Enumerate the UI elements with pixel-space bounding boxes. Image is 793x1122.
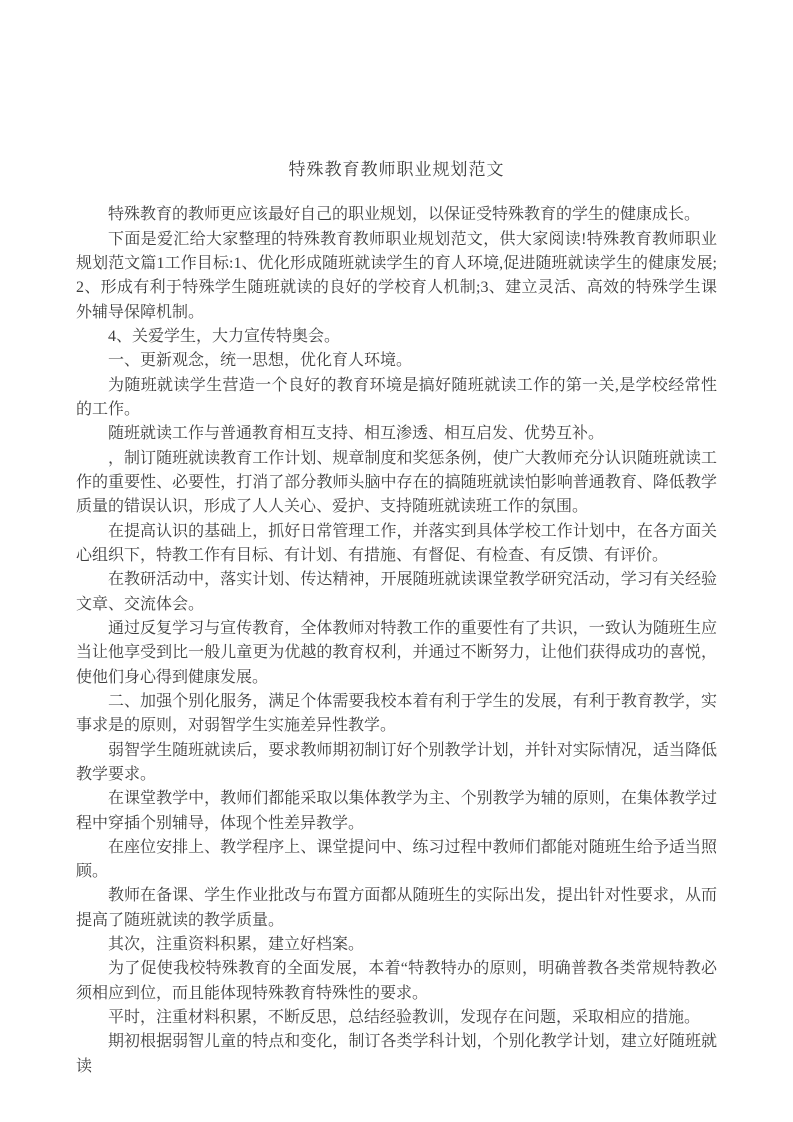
paragraph: 教师在备课、学生作业批改与布置方面都从随班生的实际出发，提出针对性要求，从而提高了随班就读的教学质量。	[76, 887, 717, 929]
paragraph: 为随班就读学生营造一个良好的教育环境是搞好随班就读工作的第一关,是学校经常性的工作。	[76, 376, 717, 418]
paragraph: 为了促使我校特殊教育的全面发展，本着“特教特办的原则，明确普教各类常规特教必须相应到位，而且能体现特殊教育特殊性的要求。	[76, 960, 717, 1002]
paragraph: 在课堂教学中，教师们都能采取以集体教学为主、个别教学为辅的原则，在集体教学过程中穿插个别辅导，体现个性差异教学。	[76, 790, 717, 832]
paragraph: 平时，注重材料积累，不断反思，总结经验教训，发现存在问题，采取相应的措施。	[108, 1009, 701, 1027]
paragraph: 通过反复学习与宣传教育，全体教师对特教工作的重要性有了共识，一致认为随班生应当让他享受到比一般儿童更为优越的教育权利，并通过不断努力，让他们获得成功的喜悦，使他们身心得到健康发展。	[76, 619, 717, 686]
document-title: 特殊教育教师职业规划范文	[288, 160, 505, 179]
paragraph: 随班就读工作与普通教育相互支持、相互渗透、相互启发、优势互补。	[108, 425, 605, 443]
paragraph: 期初根据弱智儿童的特点和变化，制订各类学科计划，个别化教学计划，建立好随班就读	[76, 1033, 717, 1075]
document-body	[76, 203, 717, 1079]
paragraph: 4、关爱学生，大力宣传特奥会。	[108, 327, 341, 345]
paragraph: 下面是爱汇给大家整理的特殊教育教师职业规划范文，供大家阅读!特殊教育教师职业规划范文篇1工作目标:1、优化形成随班就读学生的育人环境,促进随班就读学生的健康发展;2、形成有利于特殊学生随班就读的良好的学校育人机制;3、建立灵活、高效的特殊学生课外辅导保障机制。	[76, 230, 717, 321]
paragraph: 特殊教育的教师更应该最好自己的职业规划，以保证受特殊教育的学生的健康成长。	[108, 206, 701, 224]
paragraph: 在座位安排上、教学程序上、课堂提问中、练习过程中教师们都能对随班生给予适当照顾。	[76, 838, 717, 881]
paragraph: 弱智学生随班就读后，要求教师期初制订好个别教学计划，并针对实际情况，适当降低教学要求。	[76, 741, 717, 783]
paragraph: 在教研活动中，落实计划、传达精神，开展随班就读课堂教学研究活动，学习有关经验文章、交流体会。	[76, 571, 717, 613]
paragraph: 在提高认识的基础上，抓好日常管理工作，并落实到具体学校工作计划中，在各方面关心组织下，特教工作有目标、有计划、有措施、有督促、有检查、有反馈、有评价。	[76, 522, 717, 564]
paragraph: ，制订随班就读教育工作计划、规章制度和奖惩条例，使广大教师充分认识随班就读工作的重要性、必要性，打消了部分教师头脑中存在的搞随班就读怕影响普通教育、降低教学质量的错误认识，形成了人人关心、爱护、支持随班就读班工作的氛围。	[76, 449, 717, 516]
paragraph: 其次，注重资料积累，建立好档案。	[108, 936, 365, 954]
paragraph: 二、加强个别化服务，满足个体需要我校本着有利于学生的发展，有利于教育教学，实事求是的原则，对弱智学生实施差异性教学。	[76, 692, 717, 735]
paragraph: 一、更新观念，统一思想，优化育人环境。	[108, 352, 413, 370]
